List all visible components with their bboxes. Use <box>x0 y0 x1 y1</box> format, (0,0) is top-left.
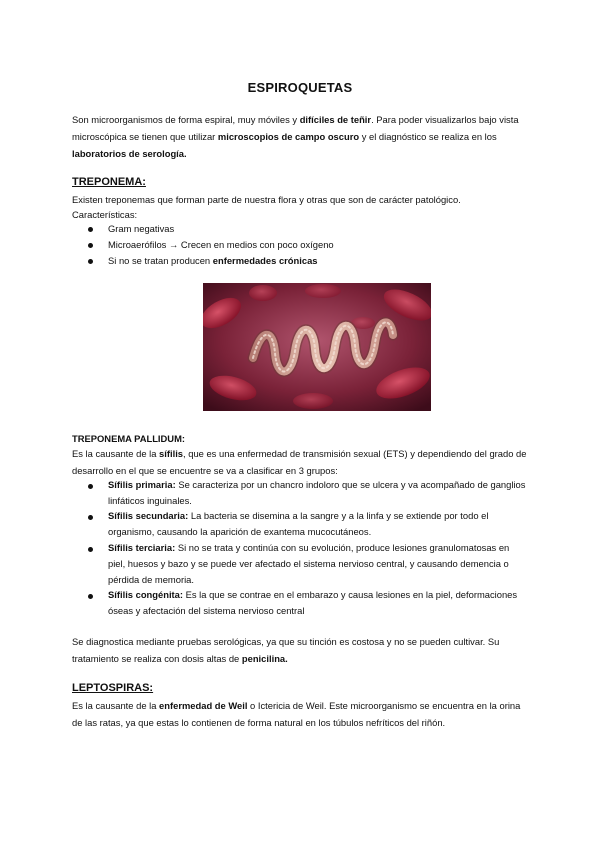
type-name: Sífilis primaria: <box>108 479 176 490</box>
treponema-bullet-2 <box>108 237 528 253</box>
intro-text-2: . Para poder visualizarlos bajo vista microscópica se tienen que utilizar <box>72 114 519 142</box>
type-desc: Si no se trata y continúa con su evolución, produce lesiones granulomatosas en piel, huesos y bazo y se puede ver afectado el sistema nervioso central, y causando demencia o pérdida de memoria. <box>108 542 510 585</box>
type-desc: Es la que se contrae en el embarazo y causa lesiones en la piel, deformaciones óseas y afectación del sistema nervioso central <box>108 589 518 616</box>
bullet-text: Gram negativas <box>108 223 175 234</box>
bullet-dot <box>88 484 93 489</box>
page-title: ESPIROQUETAS <box>247 80 353 95</box>
sifilis-primaria <box>108 477 528 509</box>
pallidum-intro <box>72 445 532 479</box>
treponema-line-2: Características: <box>72 209 138 220</box>
type-name: Sífilis secundaria: <box>108 510 189 521</box>
treponema-bullet-3 <box>108 253 528 269</box>
intro-bold-1: difíciles de teñir <box>299 114 372 125</box>
sifilis-secundaria <box>108 508 528 540</box>
leptospiras-heading: LEPTOSPIRAS: <box>72 682 154 694</box>
bullet-dot <box>88 515 93 520</box>
pallidum-heading: TREPONEMA PALLIDUM: <box>72 433 186 444</box>
intro-text-1: Son microorganismos de forma espiral, muy móviles y <box>72 114 300 125</box>
bullet-dot <box>88 243 93 248</box>
intro-bold-2: microscopios de campo oscuro <box>217 131 360 142</box>
treponema-bullet-1 <box>108 221 528 237</box>
bullet-dot <box>88 594 93 599</box>
bullet-text: Microaerófilos → Crecen en medios con poco oxígeno <box>108 239 334 250</box>
lepto-bold: enfermedad de Weil <box>159 700 248 711</box>
treponema-line-1: Existen treponemas que forman parte de nuestra flora y otras que son de carácter patológico. <box>72 194 461 205</box>
diagnosis-text: Se diagnostica mediante pruebas serológicas, ya que su tinción es costosa y no se pueden cultivar. Su tratamiento se realiza con dosis altas de <box>72 636 500 664</box>
lepto-text-2: o Ictericia de Weil. Este microorganismo se encuentra en la orina de las ratas, ya que estas lo contienen de forma natural en los túbulos nefríticos del riñón. <box>72 700 521 728</box>
intro-paragraph <box>72 111 532 162</box>
type-desc: La bacteria se disemina a la sangre y a la linfa y se extiende por todo el organismo, causando la aparición de exantema mucocutáneos. <box>108 510 489 537</box>
type-name: Sífilis congénita: <box>108 589 184 600</box>
pallidum-bold: sífilis <box>159 448 184 459</box>
intro-text-3: y el diagnóstico se realiza en los <box>359 131 497 142</box>
bullet-dot <box>88 227 93 232</box>
pallidum-text-1: Es la causante de la <box>72 448 160 459</box>
bullet-text: Si no se tratan producen <box>108 255 213 266</box>
lepto-text-1: Es la causante de la <box>72 700 160 711</box>
type-desc: Se caracteriza por un chancro indoloro que se ulcera y va acompañado de ganglios linfáticos inguinales. <box>108 479 526 506</box>
bullet-bold: enfermedades crónicas <box>212 255 318 266</box>
intro-bold-3: laboratorios de serología. <box>72 148 187 159</box>
diagnosis-paragraph <box>72 633 532 667</box>
bullet-dot <box>88 547 93 552</box>
diagnosis-bold: penicilina. <box>241 653 288 664</box>
treponema-heading: TREPONEMA: <box>72 176 146 188</box>
spirochete-image <box>203 283 431 411</box>
type-name: Sífilis terciaria: <box>108 542 176 553</box>
pallidum-text-2: , que es una enfermedad de transmisión sexual (ETS) y dependiendo del grado de desarrollo en el que se encuentre se va a clasificar en 3 grupos: <box>72 448 527 476</box>
spirochete-illustration <box>203 283 431 411</box>
leptospiras-paragraph <box>72 697 532 731</box>
bullet-dot <box>88 259 93 264</box>
sifilis-congenita <box>108 587 528 619</box>
sifilis-terciaria <box>108 540 528 588</box>
